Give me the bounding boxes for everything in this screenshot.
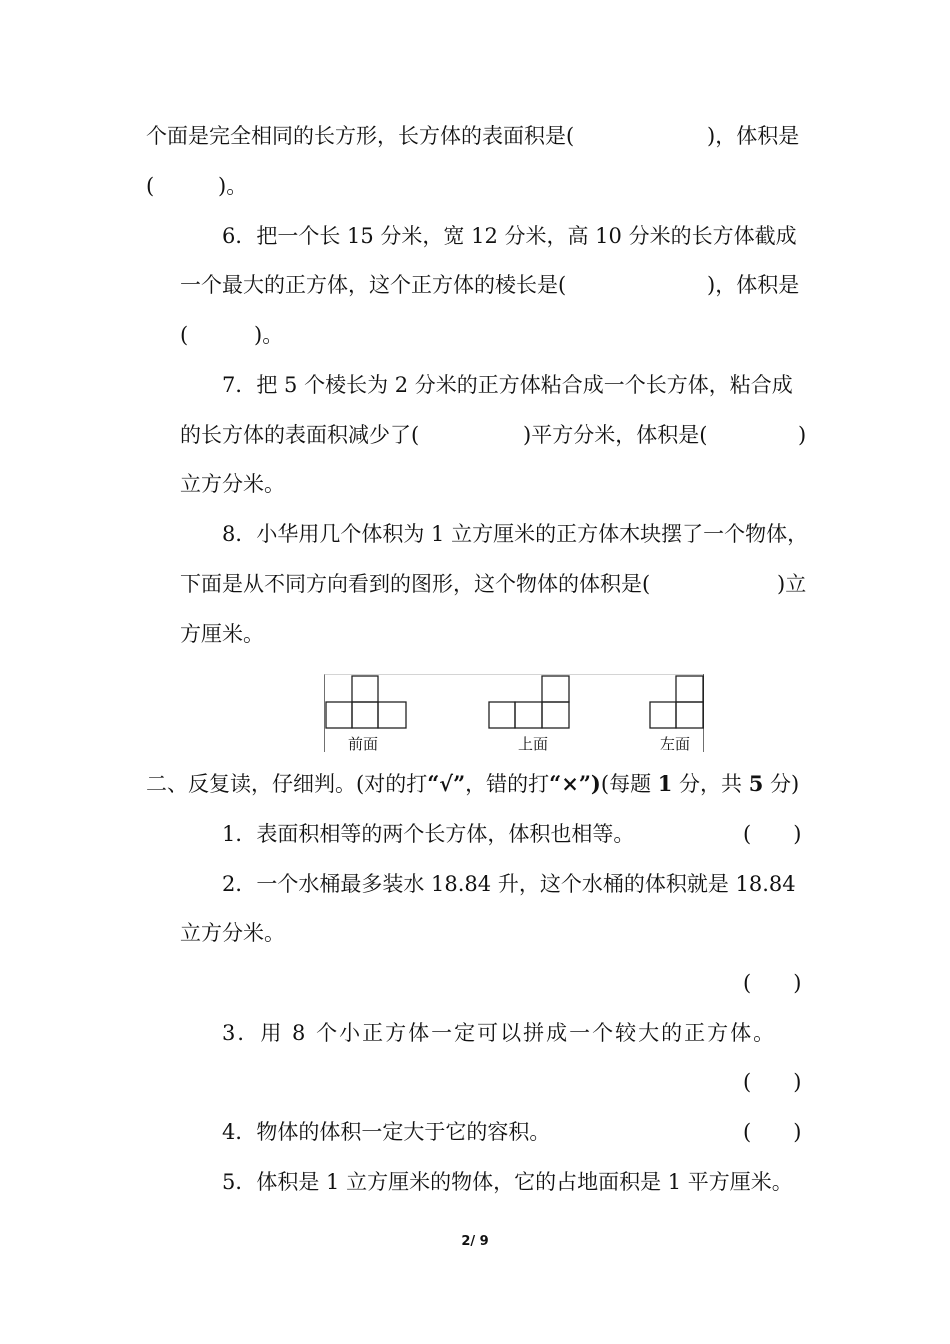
- judge-q3: 3．用 8 个小正方体一定可以拼成一个较大的正方体。: [222, 1021, 777, 1045]
- front-view-square: [326, 702, 352, 728]
- top-view-square: [542, 702, 569, 728]
- front-view-square: [352, 676, 378, 702]
- text-line: 个面是完全相同的长方形，长方体的表面积是(: [146, 124, 575, 148]
- answer-blank-q3[interactable]: ( ): [743, 1070, 802, 1094]
- judge-q2-line-2: 立方分米。: [180, 921, 285, 945]
- answer-blank-q1[interactable]: ( ): [743, 822, 802, 846]
- answer-blank-q2[interactable]: ( ): [743, 971, 802, 995]
- left-view-square: [676, 702, 703, 728]
- page-number: 2/ 9: [461, 1234, 489, 1249]
- question-6-line-3b: )。: [254, 323, 284, 347]
- question-8-line-1: 8．小华用几个体积为 1 立方厘米的正方体木块摆了一个物体，: [222, 522, 809, 546]
- question-6-line-2b: )，体积是: [707, 273, 800, 297]
- question-7-line-1: 7．把 5 个棱长为 2 分米的正方体粘合成一个长方体，粘合成: [222, 373, 793, 397]
- top-view-label: 上面: [518, 735, 549, 753]
- section-2-title-part: (每题: [600, 772, 658, 796]
- question-7-line-2c: ): [798, 423, 807, 447]
- text-line: (: [146, 174, 155, 198]
- front-view-label: 前面: [348, 735, 379, 753]
- three-views-drawing: [324, 674, 704, 752]
- left-view-label: 左面: [660, 735, 691, 753]
- section-2-title-part: 分，共: [672, 772, 749, 796]
- section-2-title-check: “√”: [427, 771, 466, 796]
- front-view-square: [378, 702, 406, 728]
- section-2-title-score: 1: [657, 771, 673, 796]
- answer-blank-q4[interactable]: ( ): [743, 1120, 802, 1144]
- question-7-line-2: 的长方体的表面积减少了(: [180, 423, 420, 447]
- left-view-square: [650, 702, 676, 728]
- section-2-title-part: ，错的打: [465, 772, 550, 796]
- three-views-figure: [324, 674, 704, 752]
- section-2-title-total: 5: [748, 771, 764, 796]
- question-8-line-2: 下面是从不同方向看到的图形，这个物体的体积是(: [180, 572, 651, 596]
- judge-q4: 4．物体的体积一定大于它的容积。: [222, 1120, 551, 1144]
- top-view-square: [515, 702, 542, 728]
- left-view-square: [676, 676, 703, 702]
- judge-q2-line-1: 2．一个水桶最多装水 18.84 升，这个水桶的体积就是 18.84: [222, 872, 796, 896]
- section-2-title-cross: “×”): [549, 771, 601, 796]
- question-7-line-3: 立方分米。: [180, 472, 285, 496]
- text-line: )，体积是: [707, 124, 800, 148]
- text-line: )。: [218, 174, 248, 198]
- front-view-square: [352, 702, 378, 728]
- section-2-title-part: 分): [763, 772, 800, 796]
- judge-q1: 1．表面积相等的两个长方体，体积也相等。: [222, 822, 635, 846]
- top-view-square: [489, 702, 515, 728]
- section-2-title-part: 二、反复读，仔细判。(对的打: [146, 772, 428, 796]
- question-7-line-2b: )平方分米，体积是(: [523, 423, 708, 447]
- question-6-line-1: 6．把一个长 15 分米，宽 12 分米，高 10 分米的长方体截成: [222, 224, 797, 248]
- section-2-title: [146, 770, 799, 798]
- judge-q5: 5．体积是 1 立方厘米的物体，它的占地面积是 1 平方厘米。: [222, 1170, 793, 1194]
- question-6-line-2: 一个最大的正方体，这个正方体的棱长是(: [180, 273, 567, 297]
- top-view-square: [542, 676, 569, 702]
- question-8-line-3: 方厘米。: [180, 622, 264, 646]
- question-8-line-2b: )立: [777, 572, 807, 596]
- question-6-line-3: (: [180, 323, 189, 347]
